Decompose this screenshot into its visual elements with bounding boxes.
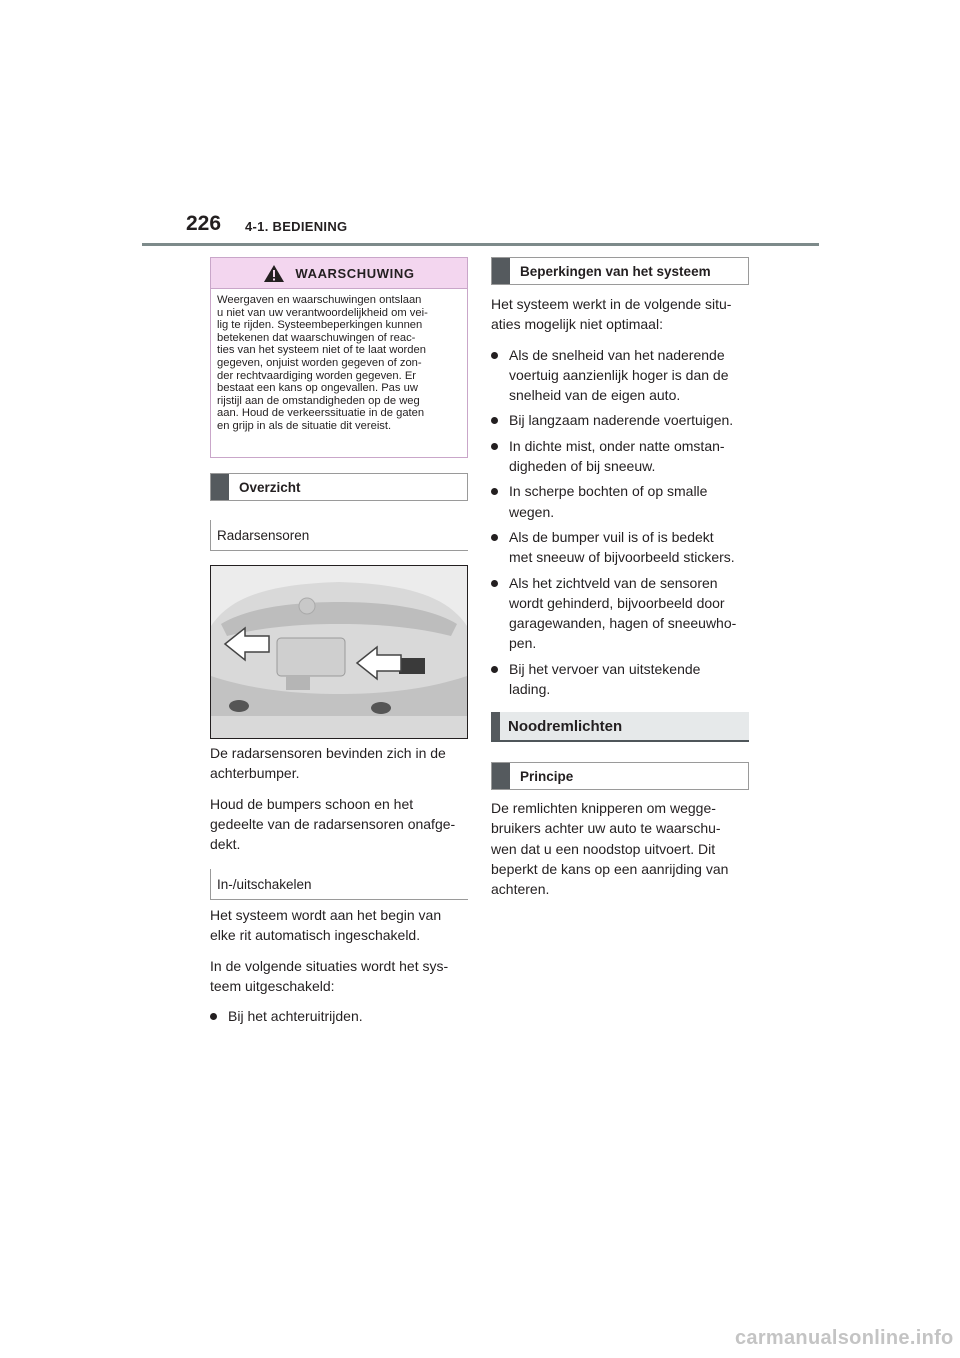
text-line: Bij het vervoer van uitstekende [509,660,701,677]
text-line: Het systeem wordt aan het begin van [210,907,442,923]
text-line: beperkt de kans op een aanrijding van [491,860,729,877]
page-number: 226 [186,212,222,235]
section-title: Overzicht [239,479,301,495]
list-item [491,345,757,406]
text-line: Houd de bumpers schoon en het [210,795,414,812]
car-rear-illustration [211,566,467,738]
text-line: Als de bumper vuil is of is bedekt [509,528,714,545]
chapter-title: 4-1. BEDIENING [245,219,348,234]
limits-description [491,294,757,704]
section-header-limits [491,257,749,285]
text-line: Het systeem werkt in de volgende situ- [491,296,732,312]
text-line: In scherpe bochten of op smalle [509,483,708,500]
section-marker [211,474,229,500]
bullet-list [210,1006,472,1026]
section-marker [492,763,510,789]
paragraph [210,956,472,997]
bullet-list [491,345,757,700]
warning-line: lig te rijden. Systeembeperkingen kunnen [217,319,423,332]
text-line: gedeelte van de radarsensoren onafge- [210,815,456,832]
paragraph [210,743,472,784]
text-line: garagewanden, hagen of sneeuwho- [509,615,737,632]
header-rule [142,243,819,246]
text-line: Als de snelheid van het naderende [509,346,725,363]
text-line: Bij langzaam naderende voertuigen. [509,412,734,429]
list-item: Bij het achteruitrijden. [210,1006,472,1026]
warning-line: bestaat een kans op ongevallen. Pas uw [217,382,418,395]
section-marker [491,712,500,740]
text-line: achterbumper. [210,765,300,782]
section-header-principle [491,762,749,790]
list-item [491,436,757,477]
section-marker [492,258,510,284]
text-line: voertuig aanzienlijk hoger is dan de [509,366,729,383]
text-line: met sneeuw of bijvoorbeeld stickers. [509,549,735,566]
warning-line: en grijp in als de situatie dit vereist. [217,419,392,432]
paragraph [210,905,472,946]
text-line: De radarsensoren bevinden zich in de [210,745,446,761]
text-line: teem uitgeschakeld: [210,977,335,994]
warning-line: betekenen dat waarschuwingen of reac- [217,331,416,344]
text-line: digheden of bij sneeuw. [509,458,656,475]
warning-triangle-icon [263,264,285,283]
warning-line: Weergaven en waarschuwingen ontslaan [217,294,422,306]
subsection-title: In-/uitschakelen [217,876,312,892]
text-line: De remlichten knipperen om wegge- [491,800,716,816]
section-header-overview [210,473,468,501]
section-header-brake-lights [491,712,749,742]
warning-box [210,257,468,458]
warning-line: ties van het systeem niet of te laat worden [217,344,426,357]
text-line: pen. [509,635,537,652]
text-line: In dichte mist, onder natte omstan- [509,437,725,454]
bumper-photo [210,565,468,739]
section-title: Noodremlichten [508,717,623,735]
text-line: dekt. [210,836,241,853]
list-item [491,410,757,430]
switch-description [210,905,472,1031]
text-line: In de volgende situaties wordt het sys- [210,957,449,974]
section-title: Beperkingen van het systeem [520,263,711,279]
warning-line: der rechtvaardiging worden gegeven. Er [217,369,417,382]
list-item [491,527,757,568]
text-line: aties mogelijk niet optimaal: [491,316,663,333]
paragraph [491,294,757,335]
text-line: lading. [509,681,551,698]
warning-line: aan. Houd de verkeerssituatie in de gaten [217,407,425,420]
subsection-radar [210,520,468,551]
paragraph [210,794,472,855]
warning-text [211,289,467,433]
subsection-switch [210,869,468,900]
text-line: achteren. [491,881,550,898]
warning-line: rijstijl aan de omstandigheden op de weg [217,394,420,407]
text-line: wordt gehinderd, bijvoorbeeld door [509,594,725,611]
list-item [491,481,757,522]
principle-description [491,798,757,909]
paragraph [491,798,757,899]
text-line: wen dat u een noodstop uitvoert. Dit [491,840,716,857]
radar-description [210,743,472,864]
subsection-title: Radarsensoren [217,527,310,543]
watermark: carmanualsonline.info [735,1327,954,1349]
text-line: elke rit automatisch ingeschakeld. [210,927,421,944]
text-line: wegen. [509,503,555,520]
warning-line: u niet van uw verantwoordelijkheid om vei- [217,306,428,319]
text-line: bruikers achter uw auto te waarschu- [491,820,721,837]
list-item [491,573,757,654]
warning-title: WAARSCHUWING [295,265,415,281]
text-line: snelheid van de eigen auto. [509,387,681,404]
list-item [491,659,757,700]
warning-header [211,258,467,289]
warning-line: gegeven, onjuist worden gegeven of zon- [217,356,422,369]
text-line: Als het zichtveld van de sensoren [509,574,718,591]
section-title: Principe [520,768,574,784]
